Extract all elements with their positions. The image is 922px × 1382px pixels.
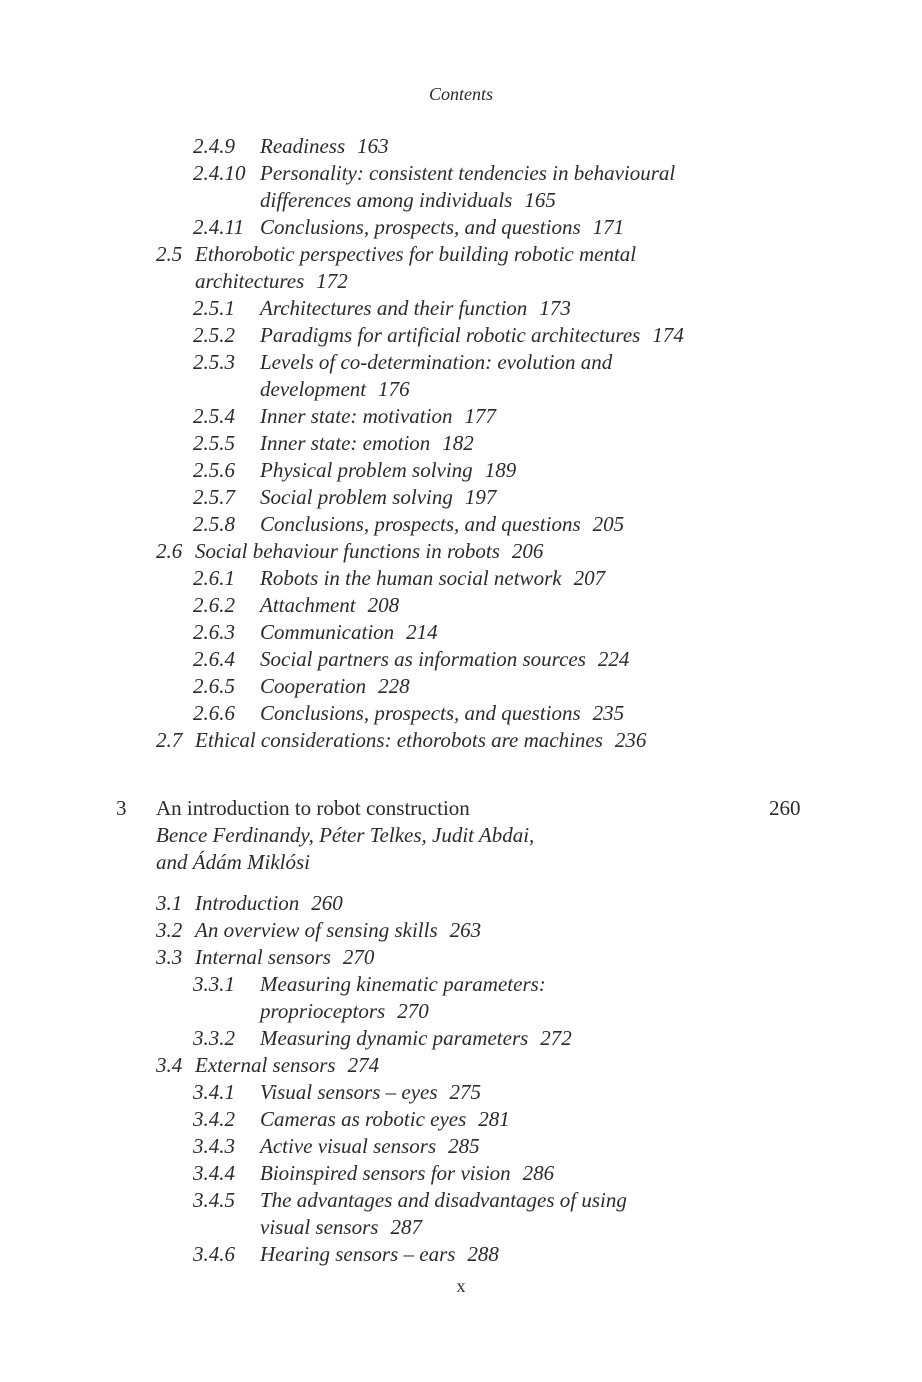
toc-entry-number: 2.4.9 bbox=[193, 134, 235, 158]
toc-entry-title: Bioinspired sensors for vision bbox=[260, 1161, 511, 1185]
toc-entry-page: 236 bbox=[614, 728, 647, 752]
toc-entry-title: Internal sensors bbox=[195, 945, 331, 969]
toc-entry-number: 3.1 bbox=[156, 891, 183, 915]
toc-entry-number: 2.5.6 bbox=[193, 458, 235, 482]
toc-entry-title: Cooperation bbox=[260, 674, 367, 698]
toc-entry-page: 263 bbox=[449, 918, 482, 942]
toc-entry-title: Physical problem solving bbox=[260, 458, 473, 482]
toc-entry-title: Architectures and their function bbox=[260, 296, 528, 320]
toc-entry-title-continued: visual sensors bbox=[260, 1215, 379, 1239]
toc-entry-page: 174 bbox=[652, 323, 684, 347]
toc-entry-page: 197 bbox=[464, 485, 497, 509]
toc-entry-title: Paradigms for artificial robotic architectures bbox=[260, 323, 641, 347]
toc-entry-page: 285 bbox=[448, 1134, 480, 1158]
toc-entry-number: 2.6.6 bbox=[193, 701, 235, 725]
toc-entry-number: 2.5.3 bbox=[193, 350, 235, 374]
toc-entry-page: 214 bbox=[406, 620, 438, 644]
toc-entry-title: Ethical considerations: ethorobots are machines bbox=[195, 728, 603, 752]
toc-entry-title: Levels of co-determination: evolution and bbox=[260, 350, 613, 374]
toc-entry-title: External sensors bbox=[195, 1053, 336, 1077]
toc-entry-number: 2.6.3 bbox=[193, 620, 235, 644]
toc-entry-number: 2.5.1 bbox=[193, 296, 235, 320]
toc-entry-number: 3.4.1 bbox=[193, 1080, 235, 1104]
toc-entry-number: 2.5.8 bbox=[193, 512, 235, 536]
toc-entry-title: Social problem solving bbox=[260, 485, 453, 509]
toc-entry-page: 286 bbox=[522, 1161, 555, 1185]
toc-entry-title-continued: differences among individuals bbox=[260, 188, 513, 212]
toc-entry-title: Inner state: emotion bbox=[260, 431, 431, 455]
chapter-page: 260 bbox=[769, 796, 801, 820]
toc-entry-number: 2.6 bbox=[156, 539, 183, 563]
toc-entry-title: Readiness bbox=[260, 134, 346, 158]
toc-entry-number: 3.4.4 bbox=[193, 1161, 235, 1185]
toc-entry-title: Visual sensors – eyes bbox=[260, 1080, 438, 1104]
toc-entry-page: 281 bbox=[478, 1107, 510, 1131]
toc-entry-page: 272 bbox=[540, 1026, 572, 1050]
toc-entry-title: The advantages and disadvantages of using bbox=[260, 1188, 627, 1212]
toc-entry-page: 274 bbox=[347, 1053, 380, 1077]
toc-entry-title: Conclusions, prospects, and questions bbox=[260, 701, 581, 725]
toc-entry-number: 2.6.2 bbox=[193, 593, 235, 617]
toc-entry-page: 228 bbox=[378, 674, 410, 698]
toc-entry-number: 2.5.7 bbox=[193, 485, 235, 509]
toc-entry-page: 260 bbox=[311, 891, 343, 915]
toc-entry-number: 2.5 bbox=[156, 242, 183, 266]
toc-entry-title: Social partners as information sources bbox=[260, 647, 586, 671]
toc-entry-number: 3.4.5 bbox=[193, 1188, 235, 1212]
toc-entry-page: 208 bbox=[367, 593, 400, 617]
toc-entry-title: Personality: consistent tendencies in behavioural bbox=[260, 161, 676, 185]
toc-entry-title: Conclusions, prospects, and questions bbox=[260, 512, 581, 536]
toc-entry-number: 2.5.2 bbox=[193, 323, 235, 347]
toc-entry-page: 288 bbox=[467, 1242, 499, 1266]
toc-entry-number: 2.6.1 bbox=[193, 566, 235, 590]
toc-entry-number: 2.6.5 bbox=[193, 674, 235, 698]
toc-entry-number: 3.4.2 bbox=[193, 1107, 235, 1131]
toc-entry-title: Measuring dynamic parameters bbox=[260, 1026, 529, 1050]
toc-entry-page: 205 bbox=[592, 512, 625, 536]
toc-entry-page: 207 bbox=[573, 566, 606, 590]
toc-entry-title: Robots in the human social network bbox=[260, 566, 562, 590]
toc-entry-page: 287 bbox=[390, 1215, 422, 1239]
toc-entry-number: 3.3.1 bbox=[193, 972, 235, 996]
toc-entry-number: 2.7 bbox=[156, 728, 183, 752]
toc-entry-title-continued: architectures bbox=[195, 269, 305, 293]
toc-entry-title: Introduction bbox=[195, 891, 300, 915]
toc-entry-page: 270 bbox=[397, 999, 429, 1023]
running-head: Contents bbox=[428, 84, 493, 104]
chapter-number: 3 bbox=[116, 796, 127, 820]
toc-entry-number: 3.3.2 bbox=[193, 1026, 235, 1050]
toc-entry-page: 163 bbox=[357, 134, 389, 158]
toc-entry-title: Measuring kinematic parameters: bbox=[260, 972, 546, 996]
toc-entry-title: Cameras as robotic eyes bbox=[260, 1107, 467, 1131]
chapter-title: An introduction to robot construction bbox=[156, 796, 470, 820]
toc-entry-page: 172 bbox=[316, 269, 348, 293]
toc-entry-number: 3.4.3 bbox=[193, 1134, 235, 1158]
toc-entry-page: 182 bbox=[442, 431, 474, 455]
toc-entry-title: Hearing sensors – ears bbox=[260, 1242, 456, 1266]
toc-entry-page: 224 bbox=[597, 647, 630, 671]
toc-entry-page: 165 bbox=[524, 188, 556, 212]
toc-entry-title: Conclusions, prospects, and questions bbox=[260, 215, 581, 239]
toc-entry-title-continued: proprioceptors bbox=[260, 999, 386, 1023]
toc-entry-number: 2.5.5 bbox=[193, 431, 235, 455]
toc-entry-page: 206 bbox=[511, 539, 544, 563]
toc-entry-title: Active visual sensors bbox=[260, 1134, 437, 1158]
toc-entry-title: Ethorobotic perspectives for building robotic mental bbox=[195, 242, 637, 266]
toc-entry-page: 189 bbox=[484, 458, 517, 482]
toc-entry-title: Social behaviour functions in robots bbox=[195, 539, 500, 563]
toc-entry-number: 2.4.10 bbox=[193, 161, 246, 185]
toc-entry-page: 275 bbox=[449, 1080, 482, 1104]
toc-entry-page: 176 bbox=[378, 377, 410, 401]
toc-entry-page: 177 bbox=[464, 404, 496, 428]
toc-entry-number: 3.3 bbox=[156, 945, 183, 969]
toc-entry-number: 2.6.4 bbox=[193, 647, 235, 671]
toc-entry-title: Communication bbox=[260, 620, 395, 644]
toc-entry-title: An overview of sensing skills bbox=[195, 918, 438, 942]
toc-entry-page: 270 bbox=[342, 945, 375, 969]
toc-entry-title: Inner state: motivation bbox=[260, 404, 453, 428]
toc-entry-number: 2.5.4 bbox=[193, 404, 235, 428]
toc-entry-page: 235 bbox=[592, 701, 625, 725]
toc-entry-number: 3.4.6 bbox=[193, 1242, 235, 1266]
toc-entry-title: Attachment bbox=[260, 593, 356, 617]
toc-entry-number: 3.4 bbox=[156, 1053, 183, 1077]
chapter-authors-line-1: Bence Ferdinandy, Péter Telkes, Judit Abdai, bbox=[156, 823, 535, 847]
page-folio: x bbox=[456, 1276, 466, 1296]
toc-entry-page: 173 bbox=[539, 296, 571, 320]
chapter-authors-line-2: and Ádám Miklósi bbox=[156, 850, 310, 874]
toc-entry-title-continued: development bbox=[260, 377, 367, 401]
toc-entry-page: 171 bbox=[592, 215, 625, 239]
toc-entry-number: 2.4.11 bbox=[193, 215, 244, 239]
toc-entry-number: 3.2 bbox=[156, 918, 183, 942]
